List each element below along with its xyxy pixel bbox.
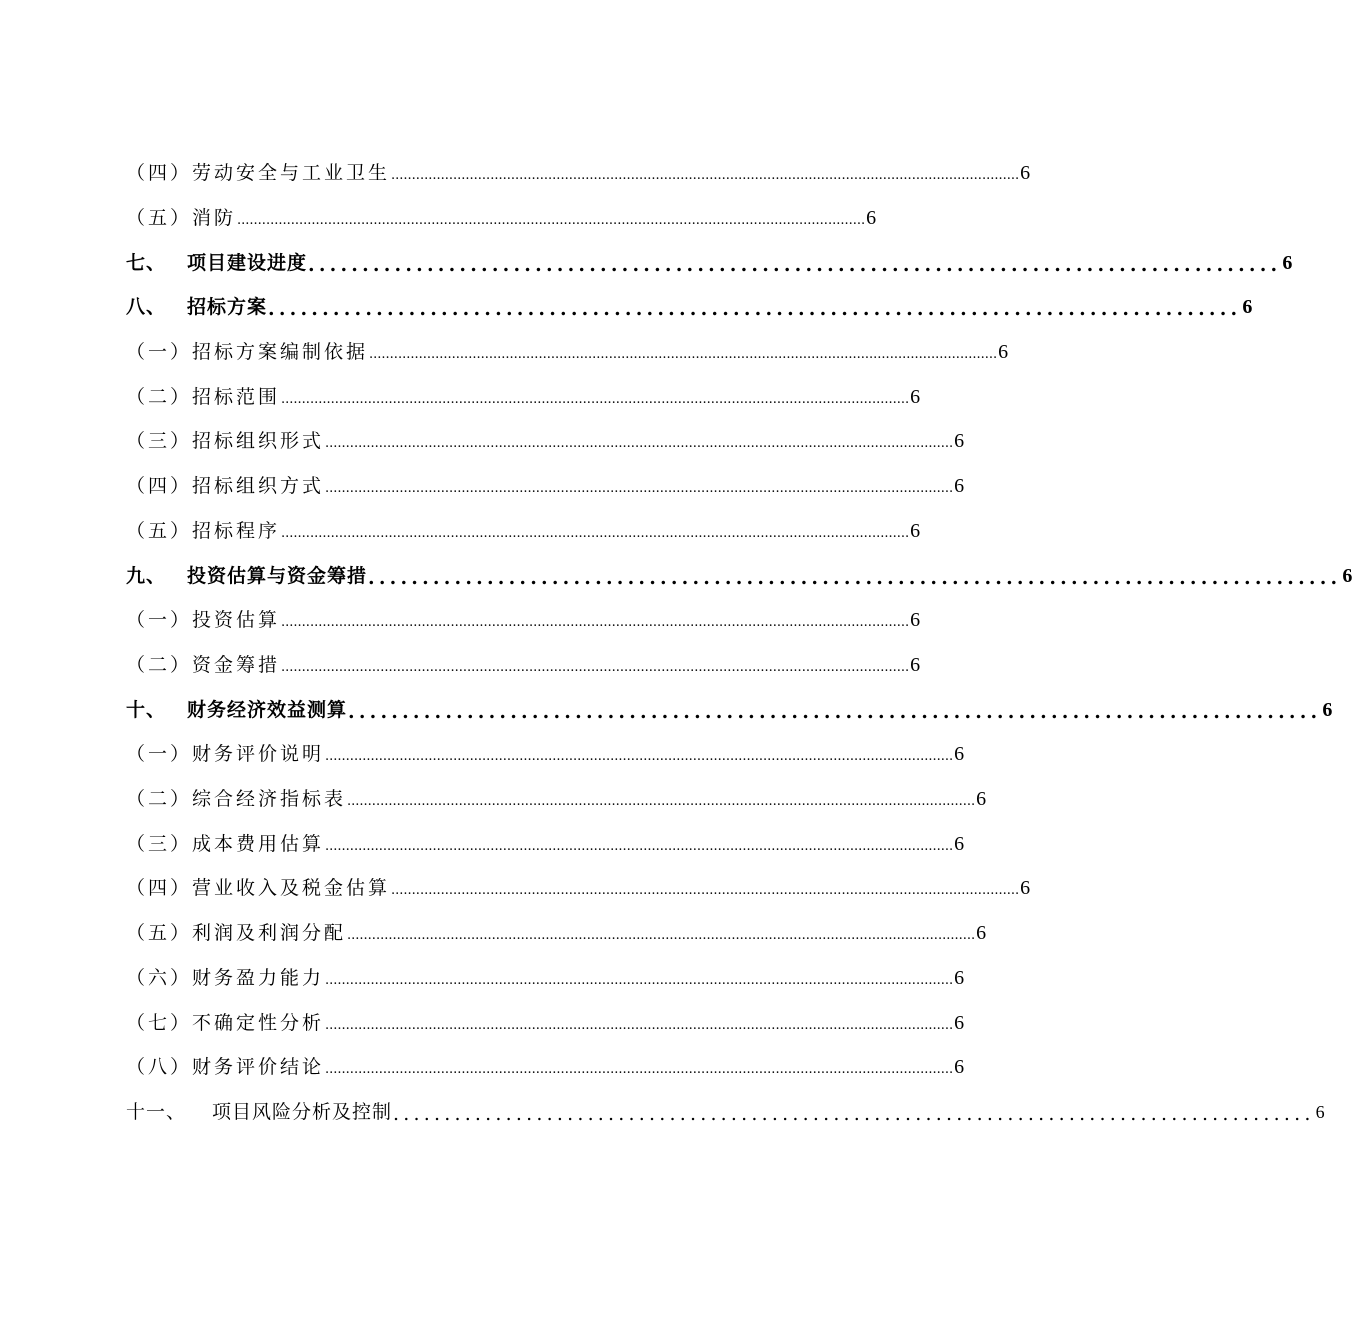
toc-page-number: 6 (910, 520, 921, 542)
toc-entry[interactable] (126, 1008, 965, 1038)
toc-entry-title: （八）财务评价结论 (126, 1056, 325, 1078)
toc-leader-dots: ........................................................................................................................................................ (281, 526, 910, 541)
toc-entry-title: （二）招标范围 (126, 386, 281, 408)
toc-chapter-title (126, 1097, 392, 1127)
toc-page-number: 6 (954, 967, 965, 989)
toc-entry[interactable] (126, 203, 877, 233)
toc-entry-title: （三）招标组织形式 (126, 430, 325, 452)
toc-leader-dots: ........................................................................................................................................................ (281, 392, 910, 407)
toc-entry-title: （一）招标方案编制依据 (126, 341, 369, 363)
toc-leader-dots: ........................................................................................................................................................ (325, 436, 954, 451)
toc-entry-title: （三）成本费用估算 (126, 833, 325, 855)
toc-entry[interactable] (126, 918, 987, 948)
toc-entry[interactable] (126, 382, 921, 412)
toc-leader-dots: ........................................................................................................................................................ (391, 168, 1020, 183)
toc-page-number: 6 (976, 788, 987, 810)
toc-page-number: 6 (910, 609, 921, 631)
toc-entry[interactable] (126, 158, 1031, 188)
toc-entry-title: （五）利润及利润分配 (126, 922, 347, 944)
toc-leader-dots: ........................................................................................................................................................ (325, 839, 954, 854)
toc-leader-dots: ........................................................................................................................................................ (325, 481, 954, 496)
toc-leader-dots: .......................................................................................... (393, 1103, 1315, 1125)
toc-leader-dots: .......................................................................................... (368, 567, 1342, 589)
toc-page-number: 6 (1342, 565, 1352, 587)
toc-chapter-entry[interactable] (126, 1097, 1325, 1127)
toc-page-number: 6 (998, 341, 1009, 363)
toc-page-number: 6 (1282, 252, 1293, 274)
toc-chapter-entry[interactable] (126, 695, 1333, 725)
toc-entry-title: （二）综合经济指标表 (126, 788, 347, 810)
toc-entry[interactable] (126, 784, 987, 814)
toc-entry[interactable] (126, 426, 965, 456)
toc-leader-dots: .......................................................................................... (308, 254, 1282, 276)
toc-entry[interactable] (126, 516, 921, 546)
toc-page-number: 6 (910, 654, 921, 676)
toc-leader-dots: ........................................................................................................................................................ (369, 347, 998, 362)
toc-entry-title: （七）不确定性分析 (126, 1012, 325, 1034)
toc-leader-dots: ........................................................................................................................................................ (325, 749, 954, 764)
toc-page-number: 6 (1242, 296, 1253, 318)
toc-entry[interactable] (126, 739, 965, 769)
toc-chapter-title (126, 561, 367, 591)
toc-chapter-entry[interactable] (126, 248, 1293, 278)
toc-leader-dots: ........................................................................................................................................................ (347, 794, 976, 809)
toc-entry-title: （一）财务评价说明 (126, 743, 325, 765)
toc-chapter-number: 九、 (126, 565, 167, 587)
toc-chapter-title (126, 695, 347, 725)
toc-chapter-number: 十、 (126, 699, 167, 721)
toc-chapter-entry[interactable] (126, 561, 1352, 591)
toc-chapter-title (126, 292, 267, 322)
toc-chapter-title (126, 248, 307, 278)
toc-entry-title: （六）财务盈力能力 (126, 967, 325, 989)
toc-entry[interactable] (126, 963, 965, 993)
toc-page-number: 6 (954, 430, 965, 452)
toc-entry[interactable] (126, 829, 965, 859)
toc-chapter-label: 招标方案 (187, 296, 268, 318)
toc-page-number: 6 (954, 475, 965, 497)
toc-chapter-label: 投资估算与资金筹措 (187, 565, 368, 587)
toc-leader-dots: .......................................................................................... (348, 701, 1322, 723)
toc-page-number: 6 (1322, 699, 1333, 721)
toc-leader-dots: ........................................................................................................................................................ (237, 213, 866, 228)
toc-chapter-label: 财务经济效益测算 (187, 699, 348, 721)
toc-leader-dots: ........................................................................................................................................................ (325, 1018, 954, 1033)
toc-page-number: 6 (910, 386, 921, 408)
toc-entry-title: （一）投资估算 (126, 609, 281, 631)
toc-leader-dots: ........................................................................................................................................................ (347, 928, 976, 943)
toc-leader-dots: .......................................................................................... (268, 298, 1242, 320)
toc-page-number: 6 (954, 743, 965, 765)
toc-entry-title: （五）招标程序 (126, 520, 281, 542)
toc-entry[interactable] (126, 873, 1031, 903)
toc-leader-dots: ........................................................................................................................................................ (391, 883, 1020, 898)
toc-entry-title: （四）劳动安全与工业卫生 (126, 162, 391, 184)
toc-chapter-label: 项目风险分析及控制 (212, 1101, 393, 1123)
toc-entry[interactable] (126, 1052, 965, 1082)
toc-chapter-number: 七、 (126, 252, 167, 274)
toc-chapter-number: 八、 (126, 296, 167, 318)
toc-entry-title: （五）消防 (126, 207, 237, 229)
toc-entry[interactable] (126, 650, 921, 680)
toc-page-number: 6 (954, 833, 965, 855)
toc-leader-dots: ........................................................................................................................................................ (325, 973, 954, 988)
toc-leader-dots: ........................................................................................................................................................ (281, 615, 910, 630)
toc-entry[interactable] (126, 605, 921, 635)
toc-entry[interactable] (126, 337, 1009, 367)
toc-page-number: 6 (954, 1012, 965, 1034)
toc-entry-title: （四）招标组织方式 (126, 475, 325, 497)
toc-chapter-number: 十一、 (126, 1101, 187, 1123)
toc-entry[interactable] (126, 471, 965, 501)
toc-leader-dots: ........................................................................................................................................................ (281, 660, 910, 675)
toc-leader-dots: ........................................................................................................................................................ (325, 1062, 954, 1077)
toc-page-number: 6 (954, 1056, 965, 1078)
toc-entry-title: （二）资金筹措 (126, 654, 281, 676)
toc-chapter-label: 项目建设进度 (187, 252, 308, 274)
toc-page-number: 6 (866, 207, 877, 229)
toc-chapter-entry[interactable] (126, 292, 1253, 322)
toc-page-number: 6 (1020, 162, 1031, 184)
toc-page-number: 6 (1315, 1102, 1325, 1122)
toc-page-number: 6 (976, 922, 987, 944)
toc-page-number: 6 (1020, 877, 1031, 899)
toc-entry-title: （四）营业收入及税金估算 (126, 877, 391, 899)
